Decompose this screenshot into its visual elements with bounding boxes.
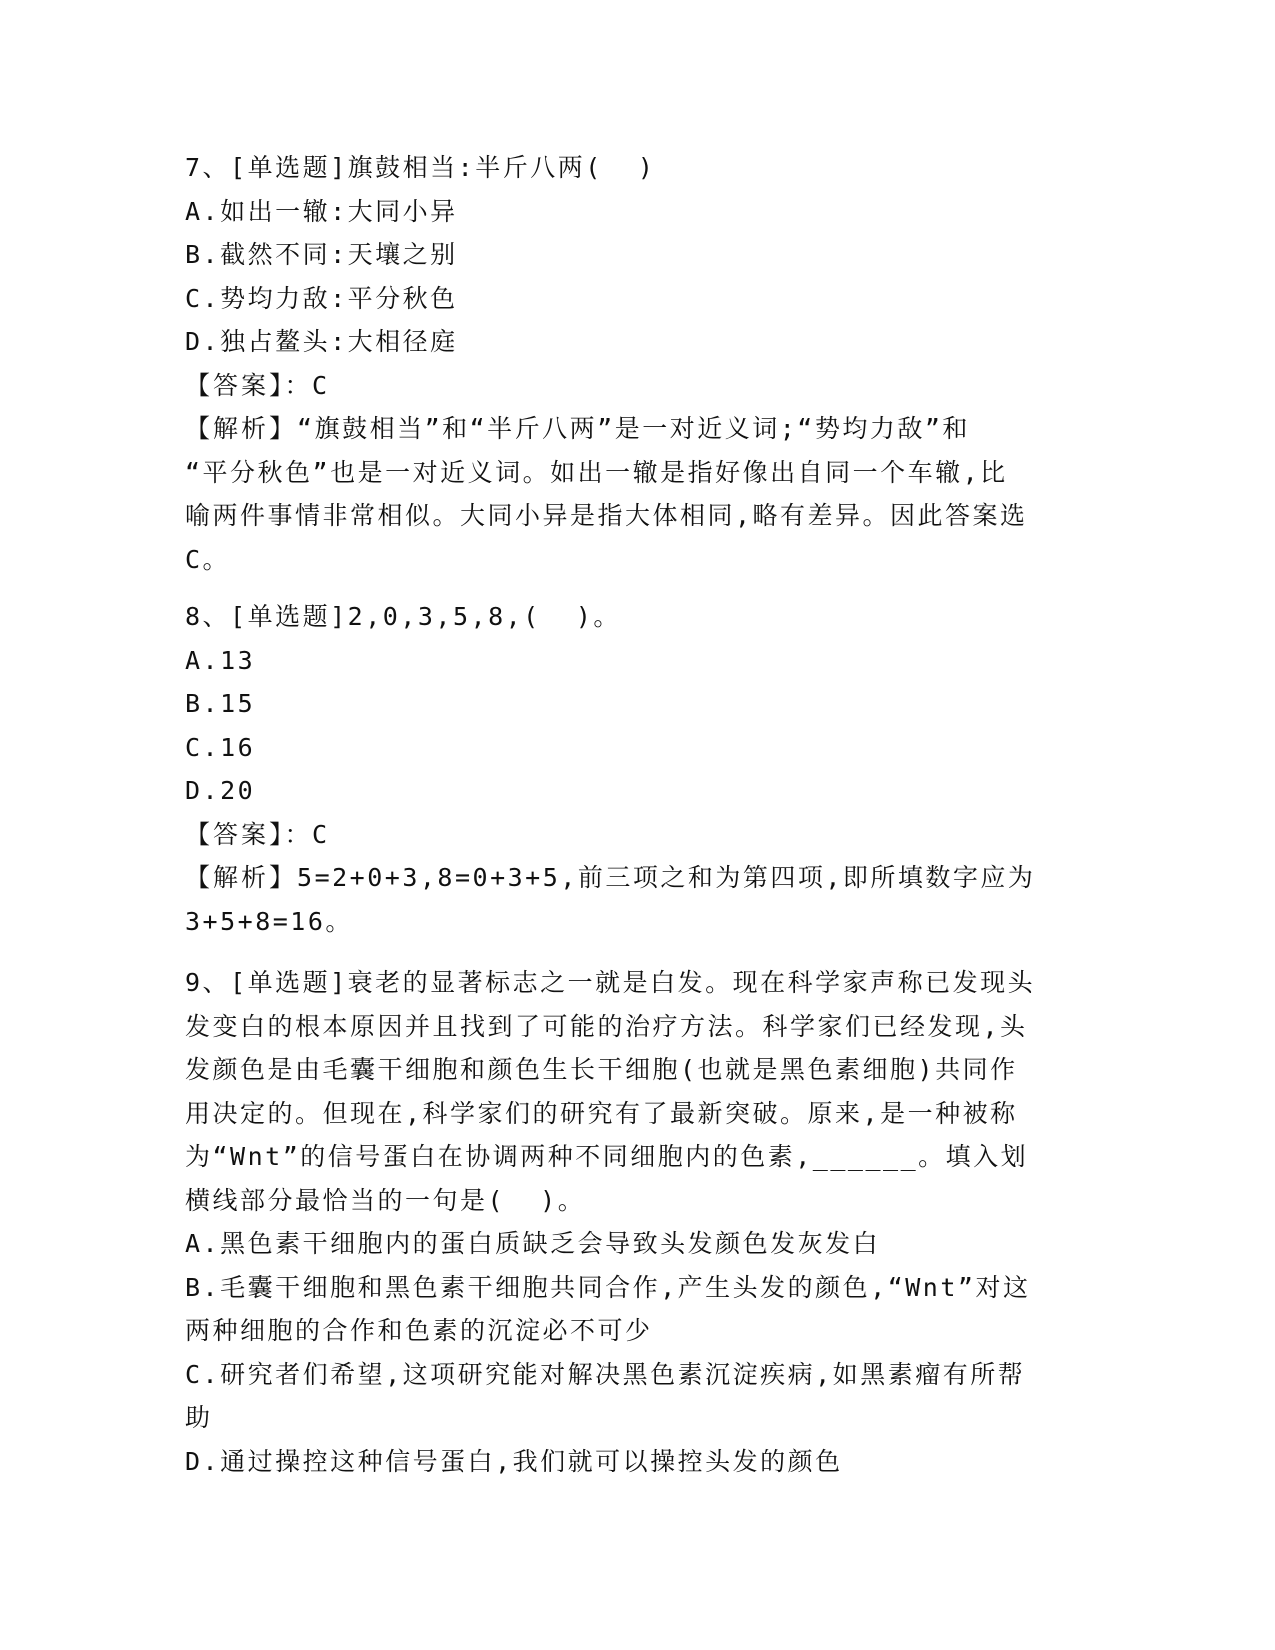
question-8 bbox=[185, 595, 1085, 943]
analysis-line: “平分秋色”也是一对近义词。如出一辙是指好像出自同一个车辙,比 bbox=[185, 457, 1008, 487]
option-d: D.通过操控这种信号蛋白,我们就可以操控头发的颜色 bbox=[185, 1446, 843, 1476]
option-b: B.15 bbox=[185, 689, 256, 718]
question-title-line: 为“Wnt”的信号蛋白在协调两种不同细胞内的色素,______。填入划 bbox=[185, 1142, 1029, 1171]
answer-value: ：C bbox=[284, 370, 330, 400]
analysis-line: 3+5+8=16。 bbox=[185, 906, 353, 936]
option-c: C.16 bbox=[185, 732, 256, 762]
question-title-line: 9、[单选题]衰老的显著标志之一就是白发。现在科学家声称已发现头 bbox=[185, 968, 1036, 997]
question-title-line: 发颜色是由毛囊干细胞和颜色生长干细胞(也就是黑色素细胞)共同作 bbox=[185, 1055, 1018, 1084]
analysis-line bbox=[185, 856, 1085, 900]
question-9 bbox=[185, 961, 1085, 1483]
option-b: B.截然不同:天壤之别 bbox=[185, 240, 458, 269]
option-b-continued: 两种细胞的合作和色素的沉淀必不可少 bbox=[185, 1316, 653, 1345]
analysis-block bbox=[185, 407, 1085, 581]
option-a: A.13 bbox=[185, 645, 256, 675]
answer-line bbox=[185, 813, 1085, 857]
option-c: C.势均力敌:平分秋色 bbox=[185, 283, 458, 313]
analysis-text: 5=2+0+3,8=0+3+5,前三项之和为第四项,即所填数字应为 bbox=[297, 863, 1036, 892]
analysis-tag: 【解析】 bbox=[185, 863, 298, 892]
exam-content bbox=[185, 146, 1085, 1497]
question-title: 7、[单选题]旗鼓相当:半斤八两( ) bbox=[185, 153, 656, 182]
answer-value: ：C bbox=[284, 819, 330, 849]
analysis-line: C。 bbox=[185, 544, 231, 574]
analysis-tag: 【解析】 bbox=[185, 414, 298, 443]
analysis-line: 喻两件事情非常相似。大同小异是指大体相同,略有差异。因此答案选 bbox=[185, 501, 1028, 530]
analysis-text: “旗鼓相当”和“半斤八两”是一对近义词;“势均力敌”和 bbox=[297, 414, 970, 443]
option-d: D.独占鳌头:大相径庭 bbox=[185, 327, 458, 356]
option-d: D.20 bbox=[185, 776, 256, 805]
option-a: A.如出一辙:大同小异 bbox=[185, 196, 458, 226]
answer-tag: 【答案】 bbox=[185, 370, 285, 400]
analysis-line bbox=[185, 407, 1085, 451]
answer-tag: 【答案】 bbox=[185, 819, 285, 849]
question-title: 8、[单选题]2,0,3,5,8,( )。 bbox=[185, 602, 621, 631]
option-b: B.毛囊干细胞和黑色素干细胞共同合作,产生头发的颜色,“Wnt”对这 bbox=[185, 1272, 1031, 1302]
question-7 bbox=[185, 146, 1085, 581]
analysis-block bbox=[185, 856, 1085, 943]
question-title-line: 发变白的根本原因并且找到了可能的治疗方法。科学家们已经发现,头 bbox=[185, 1011, 1028, 1041]
option-c: C.研究者们希望,这项研究能对解决黑色素沉淀疾病,如黑素瘤有所帮 bbox=[185, 1359, 1026, 1389]
option-a: A.黑色素干细胞内的蛋白质缺乏会导致头发颜色发灰发白 bbox=[185, 1229, 881, 1258]
question-title-line: 横线部分最恰当的一句是( )。 bbox=[185, 1185, 586, 1215]
option-c-continued: 助 bbox=[185, 1403, 213, 1432]
answer-line bbox=[185, 364, 1085, 408]
question-title-line: 用决定的。但现在,科学家们的研究有了最新突破。原来,是一种被称 bbox=[185, 1098, 1018, 1128]
